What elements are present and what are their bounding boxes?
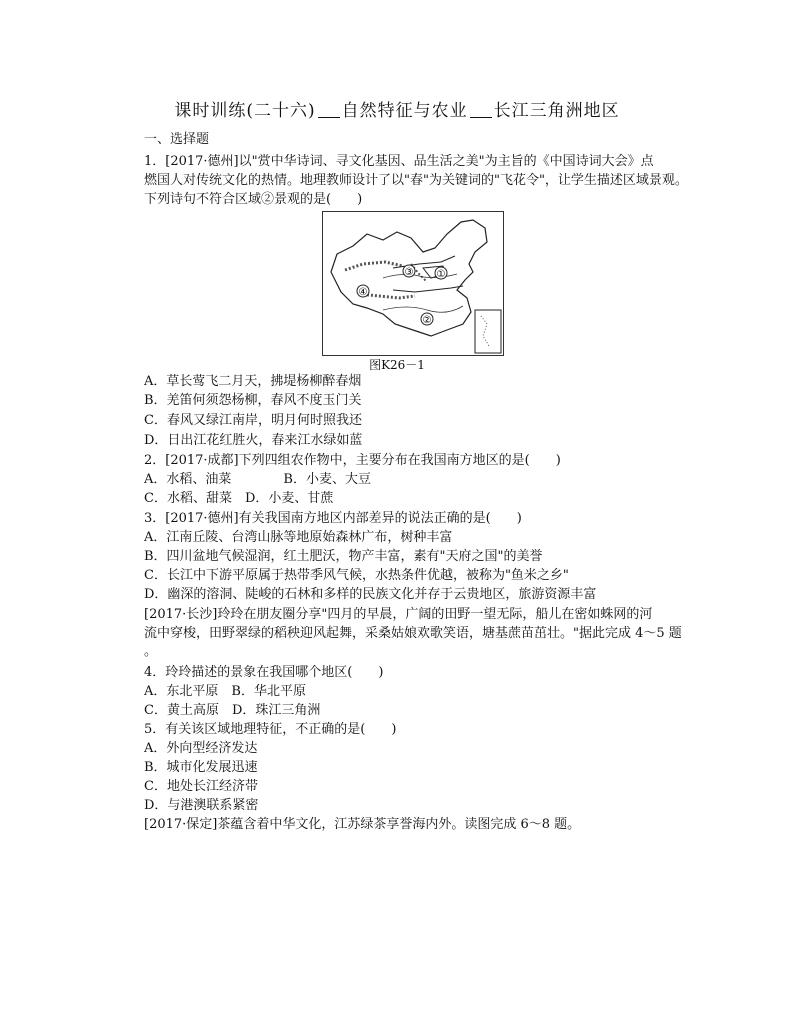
passage-4-5-line-2: 流中穿梭，田野翠绿的稻秧迎风起舞，采桑姑娘欢歌笑语，塘基蔗苗茁壮。"据此完成 4～5 题	[144, 626, 682, 641]
china-map-figure	[322, 211, 504, 356]
q1-line-2: 燃国人对传统文化的热情。地理教师设计了以"春"为关键词的"飞花令"，让学生描述区域景观。	[144, 173, 688, 188]
q5-option-c: C．地处长江经济带	[144, 779, 258, 794]
q2-option-cd: C．水稻、甜菜 D．小麦、甘蔗	[144, 491, 334, 506]
passage-4-5-line-1: [2017·长沙]玲玲在朋友圈分享"四月的早晨，广阔的田野一望无际，船儿在密如蛛网的河	[144, 607, 653, 622]
q5-option-a: A．外向型经济发达	[144, 741, 258, 756]
title-part-3: 长江三角洲地区	[493, 101, 620, 121]
q1-line-1: 1．[2017·德州]以"赏中华诗词、寻文化基因、品生活之美"为主旨的《中国诗词大会》点	[144, 154, 654, 169]
q5-stem: 5．有关该区域地理特征，不正确的是( )	[144, 722, 397, 737]
q5-option-b: B．城市化发展迅速	[144, 760, 258, 775]
section-heading: 一、选择题	[144, 132, 210, 147]
q3-option-d: D．幽深的溶洞、陡峻的石林和多样的民族文化并存于云贵地区，旅游资源丰富	[144, 587, 597, 602]
title-underline	[318, 103, 340, 118]
q4-stem: 4．玲玲描述的景象在我国哪个地区( )	[144, 665, 384, 680]
china-map-icon	[323, 212, 503, 355]
passage-4-5-line-3: 。	[144, 644, 158, 659]
q2-stem: 2．[2017·成都]下列四组农作物中，主要分布在我国南方地区的是( )	[144, 453, 561, 468]
q5-option-d: D．与港澳联系紧密	[144, 798, 259, 813]
q4-option-cd: C．黄土高原 D．珠江三角洲	[144, 703, 321, 718]
region-label-4: ④	[358, 287, 368, 298]
title-part-1: 课时训练(二十六)	[174, 101, 316, 121]
q3-stem: 3．[2017·德州]有关我国南方地区内部差异的说法正确的是( )	[144, 511, 522, 526]
q1-line-3: 下列诗句不符合区域②景观的是( )	[144, 192, 363, 207]
q3-option-b: B．四川盆地气候湿润，红土肥沃，物产丰富，素有"天府之国"的美誉	[144, 549, 543, 564]
title-part-2: 自然特征与农业	[341, 101, 468, 121]
q4-option-ab: A．东北平原 B．华北平原	[144, 684, 306, 699]
q3-option-c: C．长江中下游平原属于热带季风气候，水热条件优越，被称为"鱼米之乡"	[144, 568, 569, 583]
region-label-2: ②	[422, 315, 432, 326]
page-title	[0, 96, 794, 121]
region-label-1: ①	[436, 269, 446, 280]
passage-6-8: [2017·保定]茶蕴含着中华文化，江苏绿茶享誉海内外。读图完成 6～8 题。	[144, 817, 581, 832]
title-underline	[470, 103, 492, 118]
q3-option-a: A．江南丘陵、台湾山脉等地原始森林广布，树种丰富	[144, 530, 453, 545]
region-label-3: ③	[404, 267, 414, 278]
q2-option-ab: A．水稻、油菜 B．小麦、大豆	[144, 472, 371, 487]
figure-caption: 图K26－1	[369, 358, 425, 372]
q1-option-a: A．草长莺飞二月天，拂堤杨柳醉春烟	[144, 374, 362, 389]
q1-option-b: B．羌笛何须怨杨柳，春风不度玉门关	[144, 393, 362, 408]
q1-option-d: D．日出江花红胜火，春来江水绿如蓝	[144, 433, 363, 448]
q1-option-c: C．春风又绿江南岸，明月何时照我还	[144, 413, 362, 428]
